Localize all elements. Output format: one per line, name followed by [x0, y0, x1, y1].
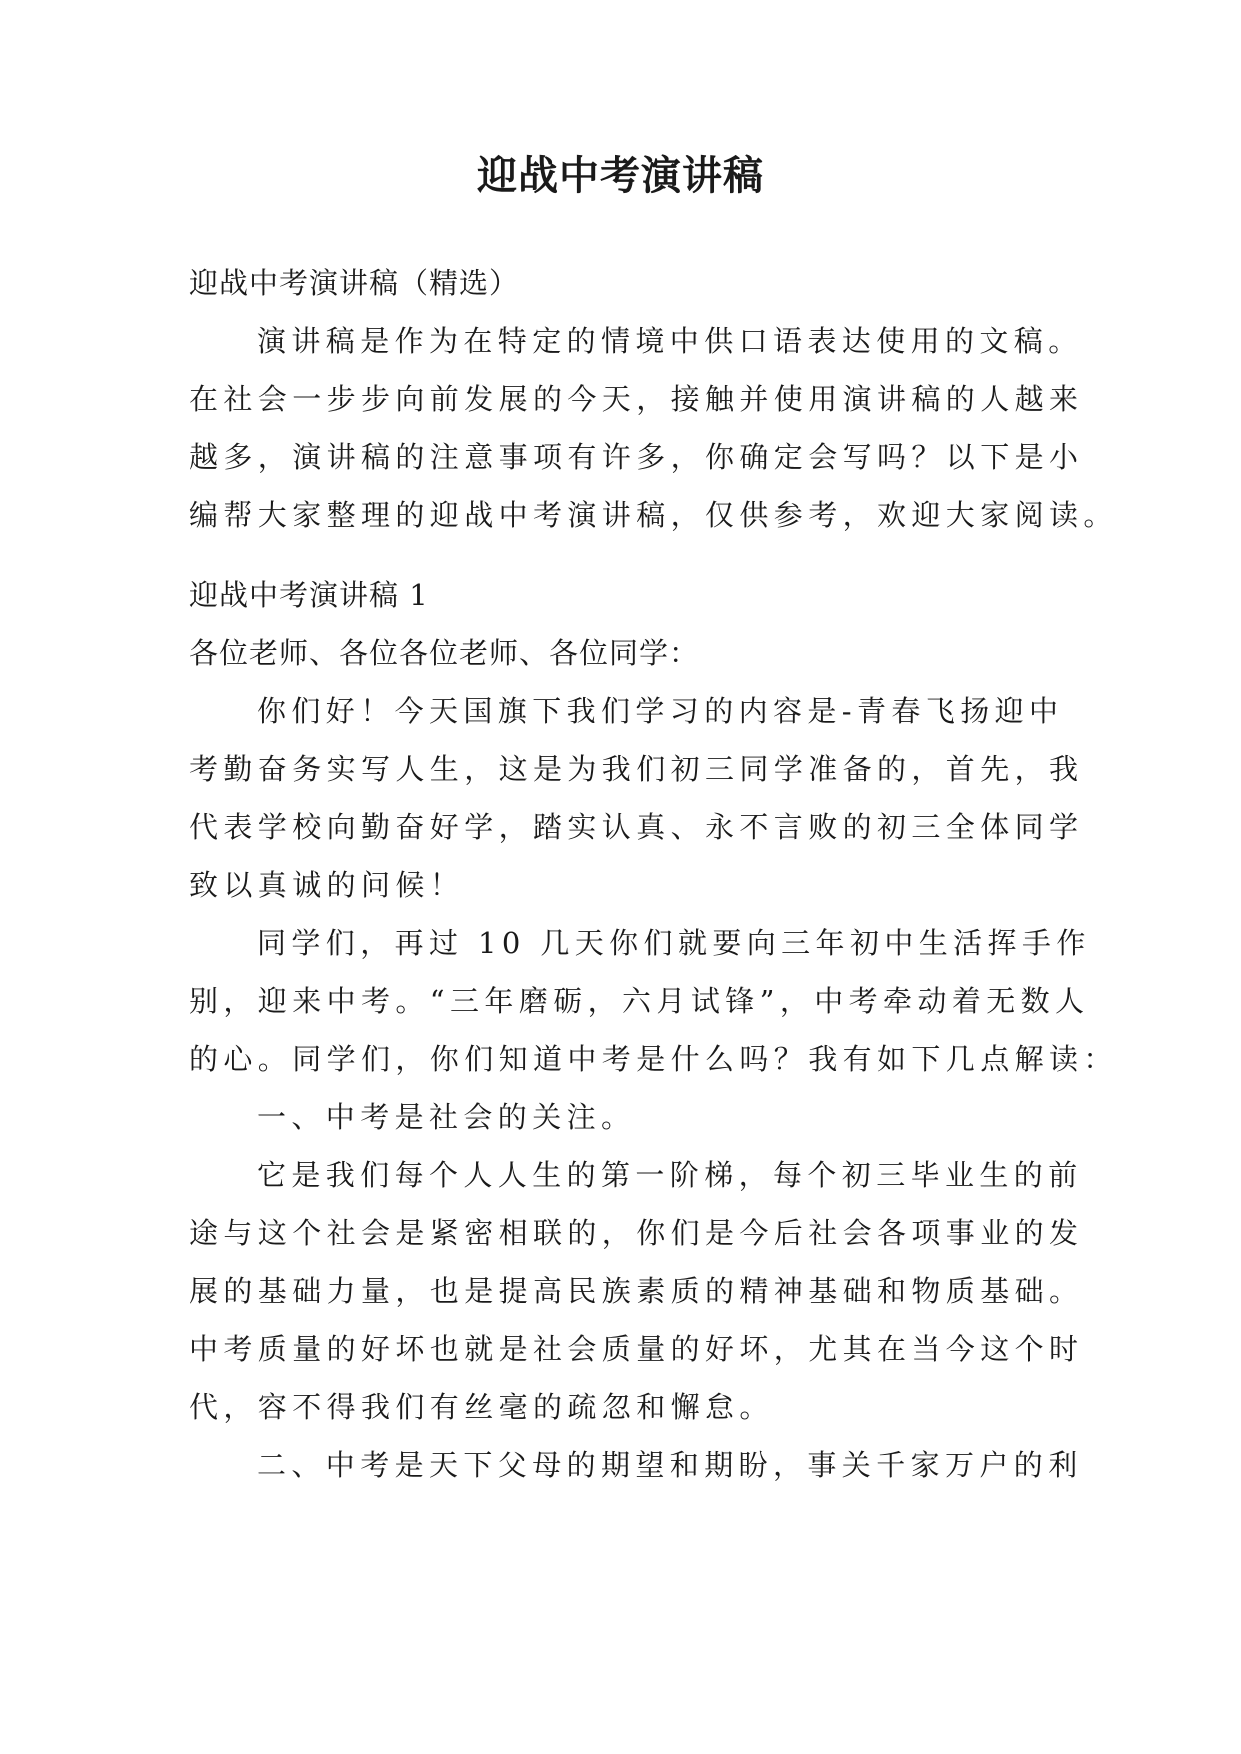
intro-line: 编帮大家整理的迎战中考演讲稿，仅供参考，欢迎大家阅读。 [189, 498, 1118, 532]
body-line: 你们好！今天国旗下我们学习的内容是-青春飞扬迎中 [257, 694, 1064, 728]
body-line: 的心。同学们，你们知道中考是什么吗？我有如下几点解读： [189, 1042, 1118, 1076]
body-line: 二、中考是天下父母的期望和期盼，事关千家万户的利 [257, 1448, 1083, 1482]
body-line: 考勤奋务实写人生，这是为我们初三同学准备的，首先，我 [189, 752, 1084, 786]
speech-section [189, 566, 1118, 1494]
body-line: 途与这个社会是紧密相联的，你们是今后社会各项事业的发 [189, 1216, 1084, 1250]
document-title: 迎战中考演讲稿 [477, 152, 764, 199]
intro-line: 演讲稿是作为在特定的情境中供口语表达使用的文稿。 [257, 324, 1083, 358]
body-line: 一、中考是社会的关注。 [257, 1100, 636, 1134]
intro-line: 越多，演讲稿的注意事项有许多，你确定会写吗？以下是小 [189, 440, 1084, 474]
intro-heading: 迎战中考演讲稿（精选） [189, 266, 520, 300]
body-line: 同学们，再过 10 几天你们就要向三年初中生活挥手作 [257, 926, 1091, 960]
body-line: 致以真诚的问候！ [189, 868, 465, 902]
intro-section [189, 254, 1118, 544]
body-line: 它是我们每个人人生的第一阶梯，每个初三毕业生的前 [257, 1158, 1083, 1192]
body-line: 展的基础力量，也是提高民族素质的精神基础和物质基础。 [189, 1274, 1084, 1308]
body-line: 代，容不得我们有丝毫的疏忽和懈怠。 [189, 1390, 774, 1424]
greeting-line: 各位老师、各位各位老师、各位同学： [189, 636, 700, 670]
body-line: 代表学校向勤奋好学，踏实认真、永不言败的初三全体同学 [189, 810, 1084, 844]
body-line: 别，迎来中考。“三年磨砺，六月试锋”，中考牵动着无数人 [189, 984, 1090, 1018]
section-heading: 迎战中考演讲稿 1 [189, 578, 429, 612]
intro-line: 在社会一步步向前发展的今天，接触并使用演讲稿的人越来 [189, 382, 1084, 416]
body-line: 中考质量的好坏也就是社会质量的好坏，尤其在当今这个时 [189, 1332, 1084, 1366]
